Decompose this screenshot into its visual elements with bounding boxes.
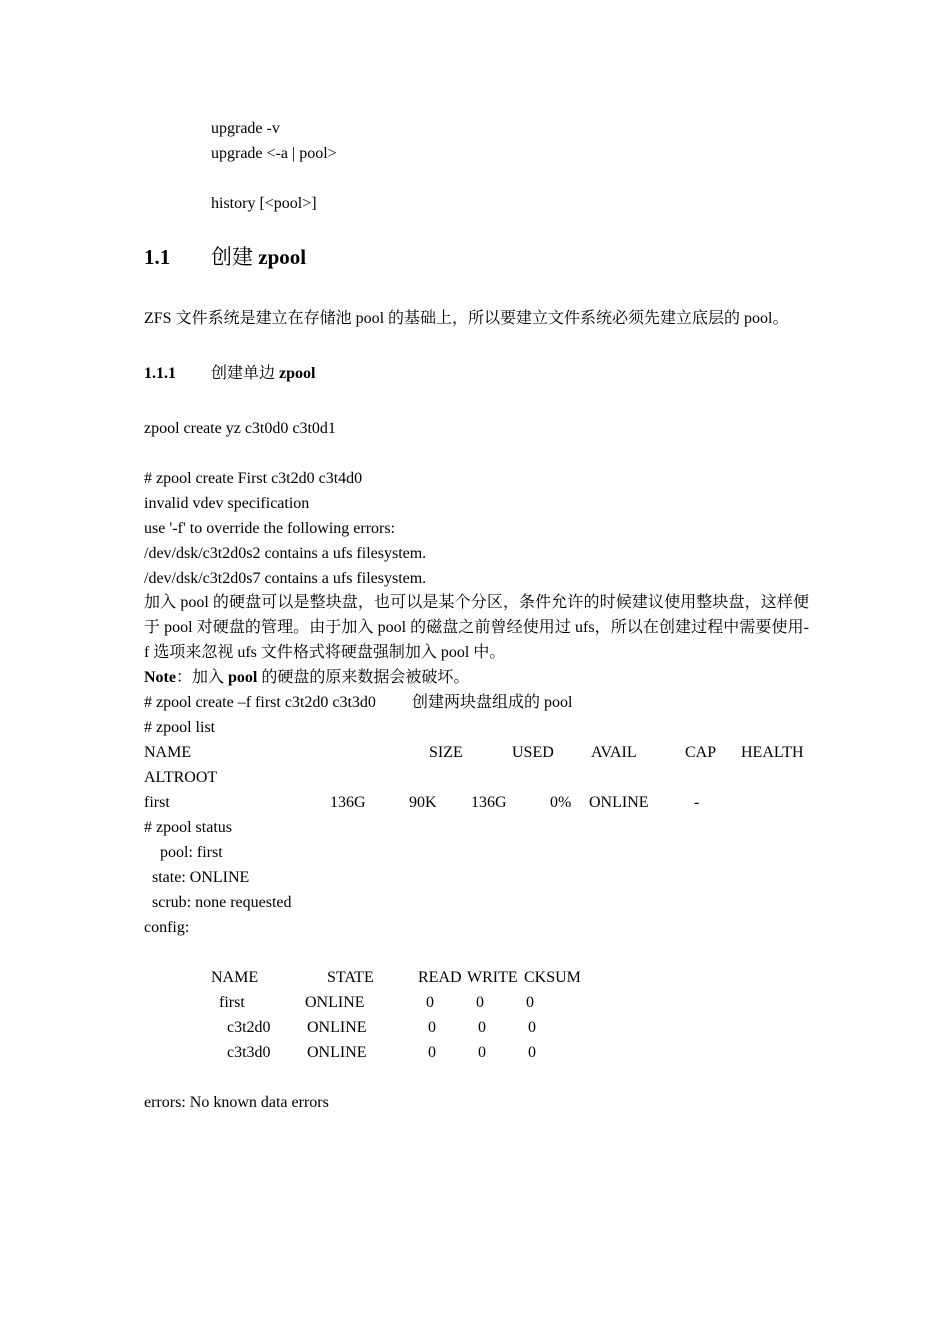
list-cell: 136G <box>330 794 366 811</box>
create-comment: 创建两块盘组成的 pool <box>412 694 573 711</box>
config-cell: 0 <box>428 1044 436 1061</box>
list-header-avail: AVAIL <box>591 744 637 761</box>
config-cell: ONLINE <box>307 1044 367 1061</box>
error-line: use '-f' to override the following errors: <box>144 520 396 537</box>
cmd-upgrade-pool: upgrade <-a | pool> <box>211 145 337 162</box>
config-cell: 0 <box>528 1044 536 1061</box>
list-cell: 90K <box>409 794 437 811</box>
subsection-number: 1.1.1 <box>144 365 176 382</box>
config-header-name: NAME <box>211 969 259 986</box>
config-cell: 0 <box>526 994 534 1011</box>
status-cmd: # zpool status <box>144 819 232 836</box>
config-cell: 0 <box>478 1044 486 1061</box>
list-cell: 136G <box>471 794 507 811</box>
config-header-write: WRITE <box>467 969 518 986</box>
config-header-state: STATE <box>327 969 374 986</box>
subsection-title-cn: 创建单边 <box>211 365 280 382</box>
config-cell: 0 <box>476 994 484 1011</box>
errors-line: errors: No known data errors <box>144 1094 329 1111</box>
config-cell: c3t3d0 <box>227 1044 271 1061</box>
explain-paragraph: 加入 pool 的硬盘可以是整块盘，也可以是某个分区，条件允许的时候建议使用整块盘，这样便于 pool 对硬盘的管理。由于加入 pool 的磁盘之前曾经使用过 ufs，所以在创建过程中需要使用-f 选项来忽视 ufs 文件格式将硬盘强制加入 pool 中。 <box>144 594 809 661</box>
status-line: scrub: none requested <box>152 894 292 911</box>
list-cell: - <box>694 794 700 811</box>
list-header-size: SIZE <box>429 744 463 761</box>
list-cell: 0% <box>550 794 572 811</box>
list-cell: first <box>144 794 170 811</box>
list-header-altroot: ALTROOT <box>144 769 218 786</box>
section-title-cn: 创建 <box>211 245 259 269</box>
cmd-upgrade-v: upgrade -v <box>211 120 280 137</box>
config-cell: 0 <box>478 1019 486 1036</box>
list-cell: ONLINE <box>589 794 649 811</box>
list-header-used: USED <box>512 744 554 761</box>
config-cell: first <box>219 994 245 1011</box>
list-cmd: # zpool list <box>144 719 216 736</box>
section-number: 1.1 <box>144 245 171 269</box>
intro-paragraph: ZFS 文件系统是建立在存储池 pool 的基础上，所以要建立文件系统必须先建立底层的 pool。 <box>144 310 789 327</box>
error-line: /dev/dsk/c3t2d0s2 contains a ufs filesystem. <box>144 545 427 562</box>
config-cell: ONLINE <box>305 994 365 1011</box>
config-cell: 0 <box>528 1019 536 1036</box>
config-header-cksum: CKSUM <box>524 969 581 986</box>
subsection-title-bold: zpool <box>279 365 316 382</box>
list-header-name: NAME <box>144 744 192 761</box>
subsection-heading <box>144 364 544 384</box>
error-line: # zpool create First c3t2d0 c3t4d0 <box>144 470 363 487</box>
cmd-example: zpool create yz c3t0d0 c3t0d1 <box>144 420 336 437</box>
section-title-bold: zpool <box>258 245 307 269</box>
list-header-health: HEALTH <box>741 744 804 761</box>
error-line: invalid vdev specification <box>144 495 310 512</box>
list-header-cap: CAP <box>685 744 717 761</box>
section-heading <box>144 244 544 270</box>
create-cmd: # zpool create –f first c3t2d0 c3t3d0 <box>144 694 376 711</box>
status-line: state: ONLINE <box>152 869 250 886</box>
config-header-read: READ <box>418 969 462 986</box>
note-line: Note：加入 pool 的硬盘的原来数据会被破坏。 <box>144 669 470 686</box>
cmd-history: history [<pool>] <box>211 195 317 212</box>
config-cell: 0 <box>426 994 434 1011</box>
config-cell: 0 <box>428 1019 436 1036</box>
error-line: /dev/dsk/c3t2d0s7 contains a ufs filesystem. <box>144 570 427 587</box>
config-cell: ONLINE <box>307 1019 367 1036</box>
status-line: pool: first <box>160 844 223 861</box>
config-cell: c3t2d0 <box>227 1019 271 1036</box>
status-line: config: <box>144 919 190 936</box>
note-label: Note <box>144 669 176 686</box>
